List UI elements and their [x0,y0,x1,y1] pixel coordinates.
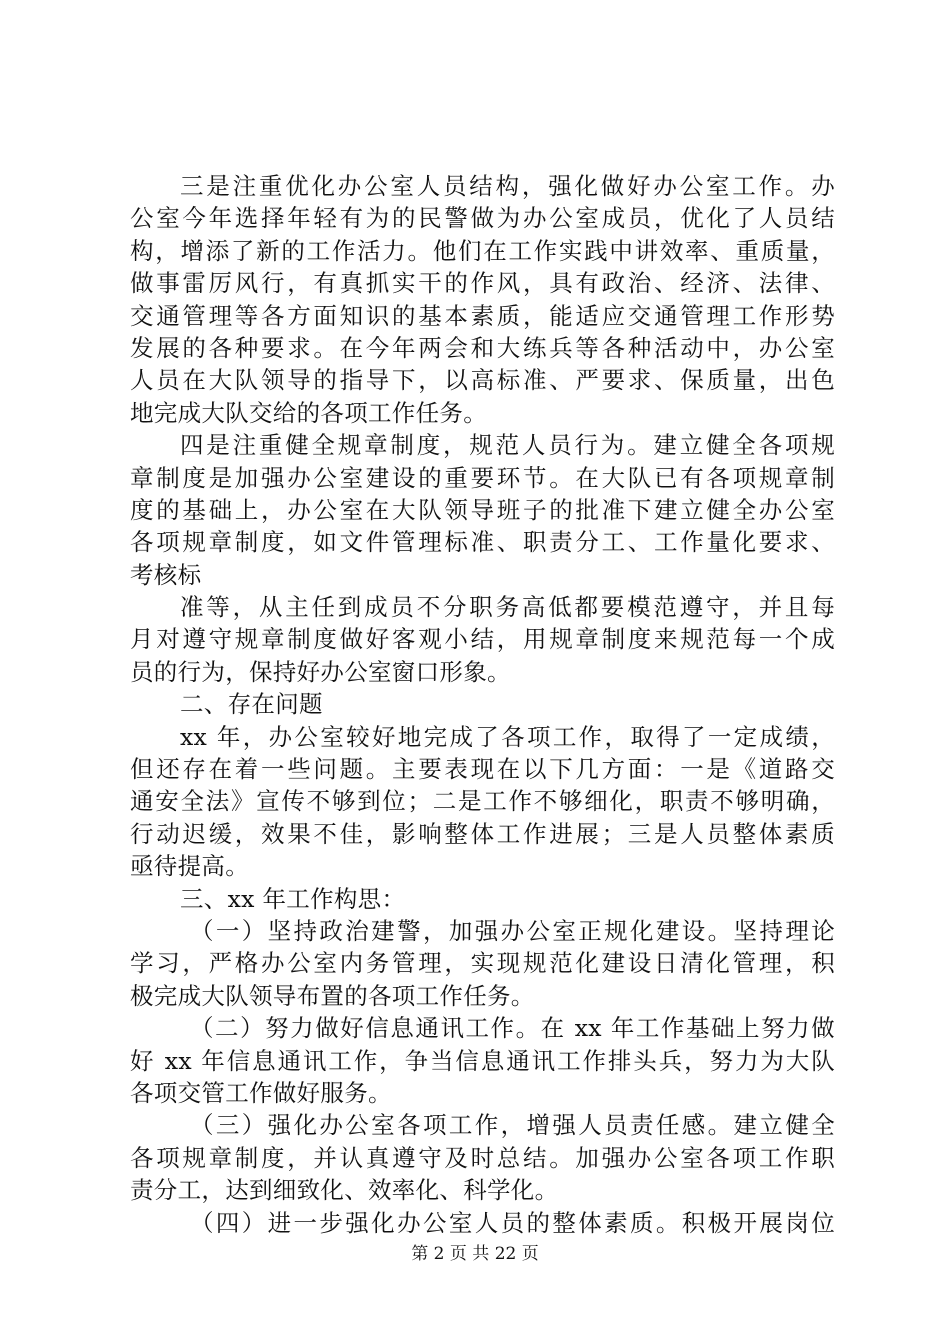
text-line: 极完成大队领导布置的各项工作任务。 [130,981,535,1010]
text-line: 各项交管工作做好服务。 [130,1078,392,1107]
text-line: 公室今年选择年轻有为的民警做为办公室成员，优化了人员结 [130,204,835,233]
text-line: 好 xx 年信息通讯工作，争当信息通讯工作排头兵，努力为大队 [130,1046,835,1075]
text-line: 度的基础上，办公室在大队领导班子的批准下建立健全办公室 [130,495,835,524]
text-line: 亟待提高。 [130,852,249,881]
text-line: （三）强化办公室各项工作，增强人员责任感。建立健全 [190,1111,835,1140]
page-number-footer: 第 2 页 共 22 页 [411,1244,539,1264]
section-heading: 三、xx 年工作构思： [180,884,406,913]
text-line: 员的行为，保持好办公室窗口形象。 [130,657,511,686]
text-line: 行动迟缓，效果不佳，影响整体工作进展；三是人员整体素质 [130,819,835,848]
document-body [130,170,835,1239]
text-line: 各项规章制度，如文件管理标准、职责分工、工作量化要求、 [130,528,835,557]
text-line: 三是注重优化办公室人员结构，强化做好办公室工作。办 [180,172,835,200]
text-line: （一）坚持政治建警，加强办公室正规化建设。坚持理论 [190,916,835,945]
text-line: 但还存在着一些问题。主要表现在以下几方面：一是《道路交 [130,755,835,784]
text-line: （四）进一步强化办公室人员的整体素质。积极开展岗位 [190,1208,835,1237]
text-line: 地完成大队交给的各项工作任务。 [130,398,487,427]
text-line: 四是注重健全规章制度，规范人员行为。建立健全各项规 [180,431,835,460]
text-line: 交通管理等各方面知识的基本素质，能适应交通管理工作形势 [130,301,835,330]
text-line: 做事雷厉风行，有真抓实干的作风，具有政治、经济、法律、 [130,269,835,298]
text-line: 构，增添了新的工作活力。他们在工作实践中讲效率、重质量， [130,236,835,265]
text-line: 发展的各种要求。在今年两会和大练兵等各种活动中，办公室 [130,333,835,362]
text-line: 通安全法》宣传不够到位；二是工作不够细化，职责不够明确， [130,787,835,816]
text-line: 章制度是加强办公室建设的重要环节。在大队已有各项规章制 [130,463,835,492]
text-line: 考核标 [130,560,202,589]
text-line: xx 年，办公室较好地完成了各项工作，取得了一定成绩， [180,722,835,751]
section-heading: 二、存在问题 [180,690,323,719]
text-line: 人员在大队领导的指导下，以高标准、严要求、保质量，出色 [130,366,835,395]
text-line: 学习，严格办公室内务管理，实现规范化建设日清化管理，积 [130,949,835,978]
text-line: 责分工，达到细致化、效率化、科学化。 [130,1176,559,1205]
text-line: 各项规章制度，并认真遵守及时总结。加强办公室各项工作职 [130,1143,835,1172]
text-line: 月对遵守规章制度做好客观小结，用规章制度来规范每一个成 [130,625,835,654]
text-line: 准等，从主任到成员不分职务高低都要模范遵守，并且每 [180,593,835,622]
text-line: （二）努力做好信息通讯工作。在 xx 年工作基础上努力做 [190,1014,835,1043]
